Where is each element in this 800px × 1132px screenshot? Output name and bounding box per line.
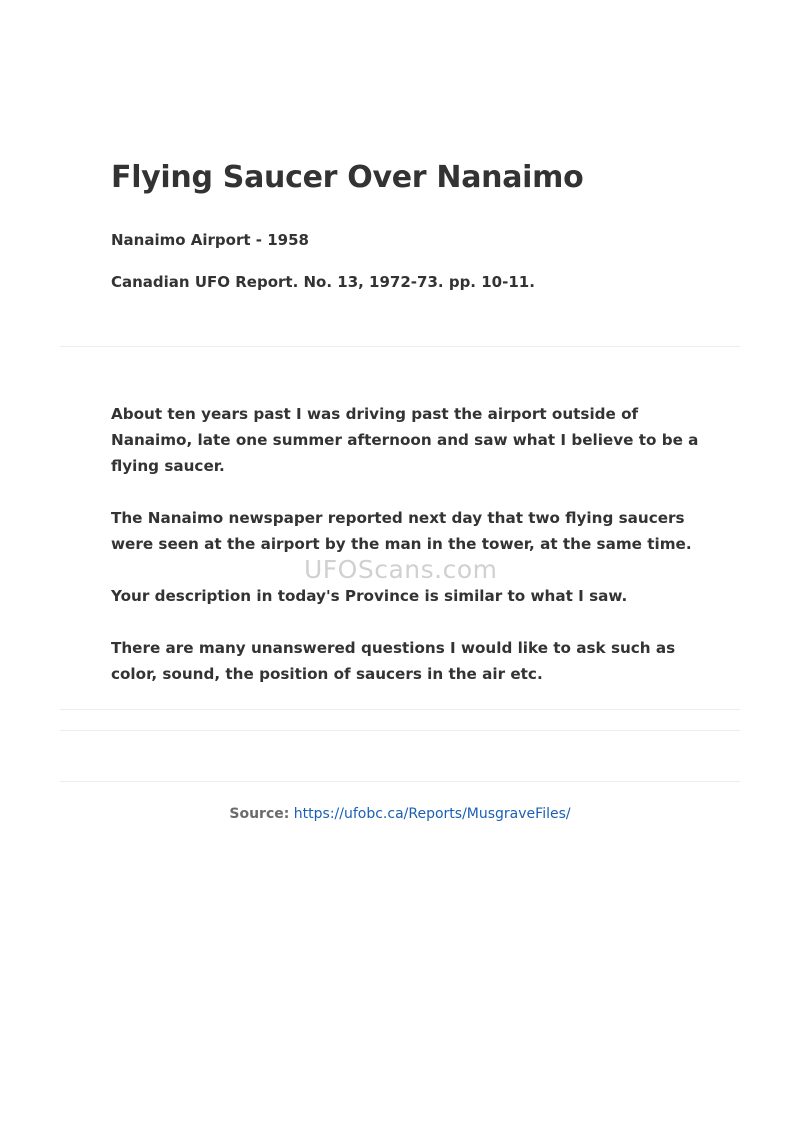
source-link[interactable]: https://ufobc.ca/Reports/MusgraveFiles/ <box>293 806 571 822</box>
page-title: Flying Saucer Over Nanaimo <box>111 160 584 195</box>
paragraph-3: Your description in today's Province is similar to what I saw. <box>111 587 628 605</box>
divider-bottom-2 <box>60 730 740 731</box>
divider-bottom-1 <box>60 709 740 710</box>
paragraph-4: There are many unanswered questions I would like to ask such as color, sound, the position of saucers in the air etc. <box>111 639 676 683</box>
reference-subtitle: Canadian UFO Report. No. 13, 1972-73. pp. 10-11. <box>111 273 535 291</box>
paragraph-2: The Nanaimo newspaper reported next day that two flying saucers were seen at the airport by the man in the tower, at the same time. <box>111 509 692 553</box>
location-subtitle: Nanaimo Airport - 1958 <box>111 231 309 249</box>
watermark: UFOScans.com <box>304 555 498 584</box>
source-label: Source: <box>229 806 290 822</box>
divider-top <box>60 346 740 347</box>
paragraph-1: About ten years past I was driving past the airport outside of Nanaimo, late one summer afternoon and saw what I believe to be a flying saucer. <box>111 405 699 475</box>
divider-bottom-3 <box>60 781 740 782</box>
report-body <box>111 401 701 713</box>
source-line <box>0 806 800 822</box>
